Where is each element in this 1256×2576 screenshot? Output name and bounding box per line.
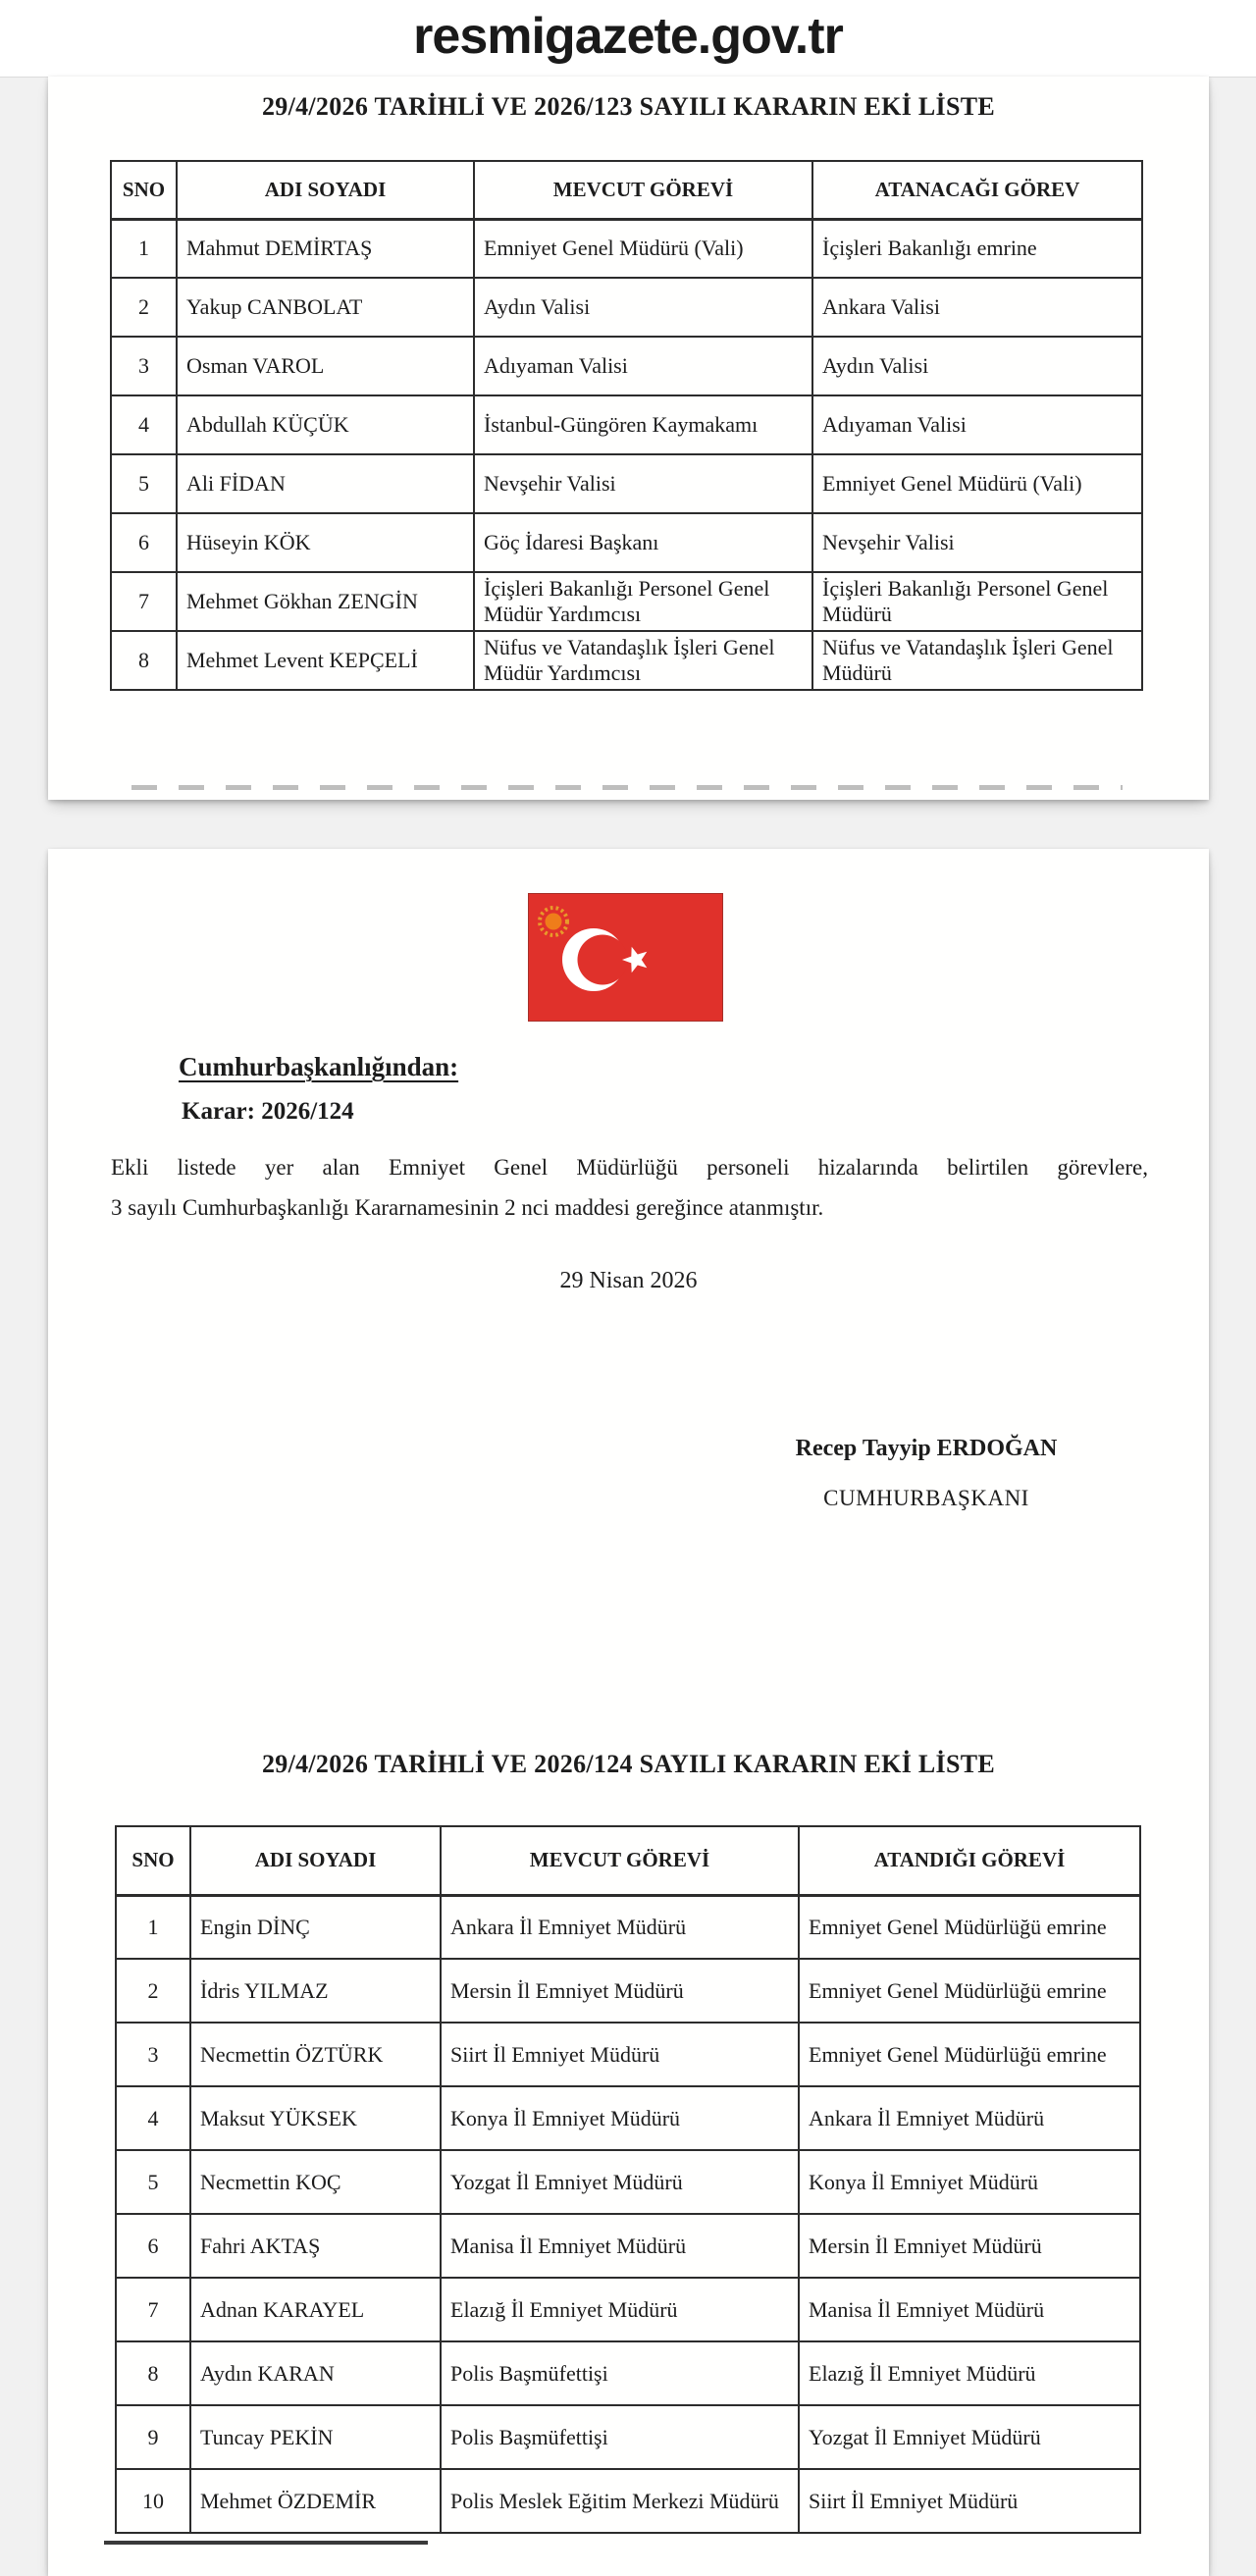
- appointments-table-124: [115, 1825, 1141, 2534]
- table-cell: Ankara Valisi: [812, 278, 1142, 337]
- table-cell: Emniyet Genel Müdürlüğü emrine: [799, 1895, 1140, 1959]
- table-cell: İçişleri Bakanlığı Personel Genel Müdürü: [812, 572, 1142, 631]
- table-row: [116, 2278, 1140, 2341]
- table-cell: Emniyet Genel Müdürü (Vali): [474, 219, 812, 278]
- table-cell: Abdullah KÜÇÜK: [177, 395, 474, 454]
- table-cell: Göç İdaresi Başkanı: [474, 513, 812, 572]
- table-cell: Hüseyin KÖK: [177, 513, 474, 572]
- site-header: [0, 0, 1256, 78]
- document-page-1: [48, 77, 1209, 800]
- cell-sno: 6: [111, 513, 177, 572]
- table-cell: İçişleri Bakanlığı Personel Genel Müdür Yardımcısı: [474, 572, 812, 631]
- table-row: [116, 2214, 1140, 2278]
- column-header: ADI SOYADI: [190, 1826, 441, 1895]
- cell-sno: 10: [116, 2469, 190, 2533]
- column-header: SNO: [111, 161, 177, 219]
- table-cell: Nüfus ve Vatandaşlık İşleri Genel Müdürü: [812, 631, 1142, 690]
- column-header: MEVCUT GÖREVİ: [441, 1826, 799, 1895]
- signature-name: Recep Tayyip ERDOĞAN: [795, 1436, 1058, 1461]
- table-cell: Siirt İl Emniyet Müdürü: [441, 2023, 799, 2086]
- document-page-2: [48, 849, 1209, 2576]
- table-cell: Emniyet Genel Müdürlüğü emrine: [799, 1959, 1140, 2023]
- table-cell: Yakup CANBOLAT: [177, 278, 474, 337]
- table-cell: Nevşehir Valisi: [474, 454, 812, 513]
- table-row: [111, 278, 1142, 337]
- table-cell: Yozgat İl Emniyet Müdürü: [799, 2405, 1140, 2469]
- appointments-table-123: [110, 160, 1143, 691]
- cell-sno: 1: [116, 1895, 190, 1959]
- decree-number: Karar: 2026/124: [182, 1098, 354, 1125]
- table-row: [116, 2086, 1140, 2150]
- decree-body-line: Ekli listede yer alan Emniyet Genel Müdürlüğü personeli hizalarında belirtilen görevlere,: [111, 1155, 1148, 1180]
- table-row: [116, 1895, 1140, 1959]
- table-cell: Ankara İl Emniyet Müdürü: [441, 1895, 799, 1959]
- table-row: [116, 2469, 1140, 2533]
- table-cell: Mahmut DEMİRTAŞ: [177, 219, 474, 278]
- table-row: [116, 2341, 1140, 2405]
- column-header: ADI SOYADI: [177, 161, 474, 219]
- column-header: MEVCUT GÖREVİ: [474, 161, 812, 219]
- table-row: [111, 631, 1142, 690]
- table-row: [111, 513, 1142, 572]
- table-cell: Adıyaman Valisi: [474, 337, 812, 395]
- table-row: [116, 2023, 1140, 2086]
- table-cell: Ankara İl Emniyet Müdürü: [799, 2086, 1140, 2150]
- annex-list-title-124: 29/4/2026 TARİHLİ VE 2026/124 SAYILI KARARIN EKİ LİSTE: [261, 1750, 996, 1778]
- turkish-presidential-flag-icon: [528, 893, 723, 1022]
- table-cell: Nevşehir Valisi: [812, 513, 1142, 572]
- table-cell: Elazığ İl Emniyet Müdürü: [799, 2341, 1140, 2405]
- table-cell: Necmettin KOÇ: [190, 2150, 441, 2214]
- table-header-row: [116, 1826, 1140, 1895]
- column-header: ATANDIĞI GÖREVİ: [799, 1826, 1140, 1895]
- cell-sno: 7: [111, 572, 177, 631]
- table-cell: Polis Başmüfettişi: [441, 2341, 799, 2405]
- table-cell: Yozgat İl Emniyet Müdürü: [441, 2150, 799, 2214]
- table-row: [111, 454, 1142, 513]
- table-row: [111, 219, 1142, 278]
- table-cell: Maksut YÜKSEK: [190, 2086, 441, 2150]
- cell-sno: 3: [111, 337, 177, 395]
- table-cell: Mehmet Gökhan ZENGİN: [177, 572, 474, 631]
- table-cell: Emniyet Genel Müdürü (Vali): [812, 454, 1142, 513]
- table-row: [111, 395, 1142, 454]
- table-cell: Mehmet ÖZDEMİR: [190, 2469, 441, 2533]
- cell-sno: 9: [116, 2405, 190, 2469]
- signature-title: CUMHURBAŞKANI: [823, 1486, 1029, 1510]
- table-row: [116, 1959, 1140, 2023]
- table-row: [116, 2150, 1140, 2214]
- table-cell: Mehmet Levent KEPÇELİ: [177, 631, 474, 690]
- cell-sno: 7: [116, 2278, 190, 2341]
- table-cell: Manisa İl Emniyet Müdürü: [799, 2278, 1140, 2341]
- table-cell: Nüfus ve Vatandaşlık İşleri Genel Müdür Yardımcısı: [474, 631, 812, 690]
- table-cell: Adnan KARAYEL: [190, 2278, 441, 2341]
- cell-sno: 2: [116, 1959, 190, 2023]
- column-header: SNO: [116, 1826, 190, 1895]
- table-cell: Emniyet Genel Müdürlüğü emrine: [799, 2023, 1140, 2086]
- cell-sno: 6: [116, 2214, 190, 2278]
- table-cell: Aydın Valisi: [812, 337, 1142, 395]
- table-cell: Mersin İl Emniyet Müdürü: [799, 2214, 1140, 2278]
- cell-sno: 5: [116, 2150, 190, 2214]
- annex-list-title-123: 29/4/2026 TARİHLİ VE 2026/123 SAYILI KARARIN EKİ LİSTE: [261, 92, 996, 121]
- decree-body-text: [111, 1147, 1148, 1228]
- table-cell: Engin DİNÇ: [190, 1895, 441, 1959]
- site-domain-title: resmigazete.gov.tr: [413, 8, 843, 65]
- table-header-row: [111, 161, 1142, 219]
- table-cell: İçişleri Bakanlığı emrine: [812, 219, 1142, 278]
- table-cell: Aydın KARAN: [190, 2341, 441, 2405]
- cell-sno: 3: [116, 2023, 190, 2086]
- table-cell: Polis Meslek Eğitim Merkezi Müdürü: [441, 2469, 799, 2533]
- table-cell: Necmettin ÖZTÜRK: [190, 2023, 441, 2086]
- table-cell: Fahri AKTAŞ: [190, 2214, 441, 2278]
- table-row: [111, 337, 1142, 395]
- next-row-edge-artifact: [104, 2541, 428, 2545]
- cell-sno: 5: [111, 454, 177, 513]
- table-cell: İdris YILMAZ: [190, 1959, 441, 2023]
- cell-sno: 1: [111, 219, 177, 278]
- table-cell: Mersin İl Emniyet Müdürü: [441, 1959, 799, 2023]
- column-header: ATANACAĞI GÖREV: [812, 161, 1142, 219]
- table-cell: Manisa İl Emniyet Müdürü: [441, 2214, 799, 2278]
- table-cell: Osman VAROL: [177, 337, 474, 395]
- decree-body-line: 3 sayılı Cumhurbaşkanlığı Kararnamesinin 2 nci maddesi gereğince atanmıştır.: [111, 1195, 824, 1220]
- table-row: [111, 572, 1142, 631]
- cell-sno: 4: [111, 395, 177, 454]
- table-cell: Adıyaman Valisi: [812, 395, 1142, 454]
- signature-block: [725, 1436, 1127, 1511]
- cell-sno: 2: [111, 278, 177, 337]
- table-row: [116, 2405, 1140, 2469]
- table-cell: Ali FİDAN: [177, 454, 474, 513]
- decree-issuer: Cumhurbaşkanlığından:: [179, 1052, 459, 1081]
- table-cell: Aydın Valisi: [474, 278, 812, 337]
- table-cell: Polis Başmüfettişi: [441, 2405, 799, 2469]
- table-cell: Siirt İl Emniyet Müdürü: [799, 2469, 1140, 2533]
- scan-edge-artifact: [131, 785, 1123, 790]
- table-cell: Konya İl Emniyet Müdürü: [441, 2086, 799, 2150]
- table-cell: İstanbul-Güngören Kaymakamı: [474, 395, 812, 454]
- table-cell: Tuncay PEKİN: [190, 2405, 441, 2469]
- cell-sno: 8: [111, 631, 177, 690]
- decree-date: 29 Nisan 2026: [559, 1268, 698, 1293]
- cell-sno: 8: [116, 2341, 190, 2405]
- table-cell: Elazığ İl Emniyet Müdürü: [441, 2278, 799, 2341]
- cell-sno: 4: [116, 2086, 190, 2150]
- table-cell: Konya İl Emniyet Müdürü: [799, 2150, 1140, 2214]
